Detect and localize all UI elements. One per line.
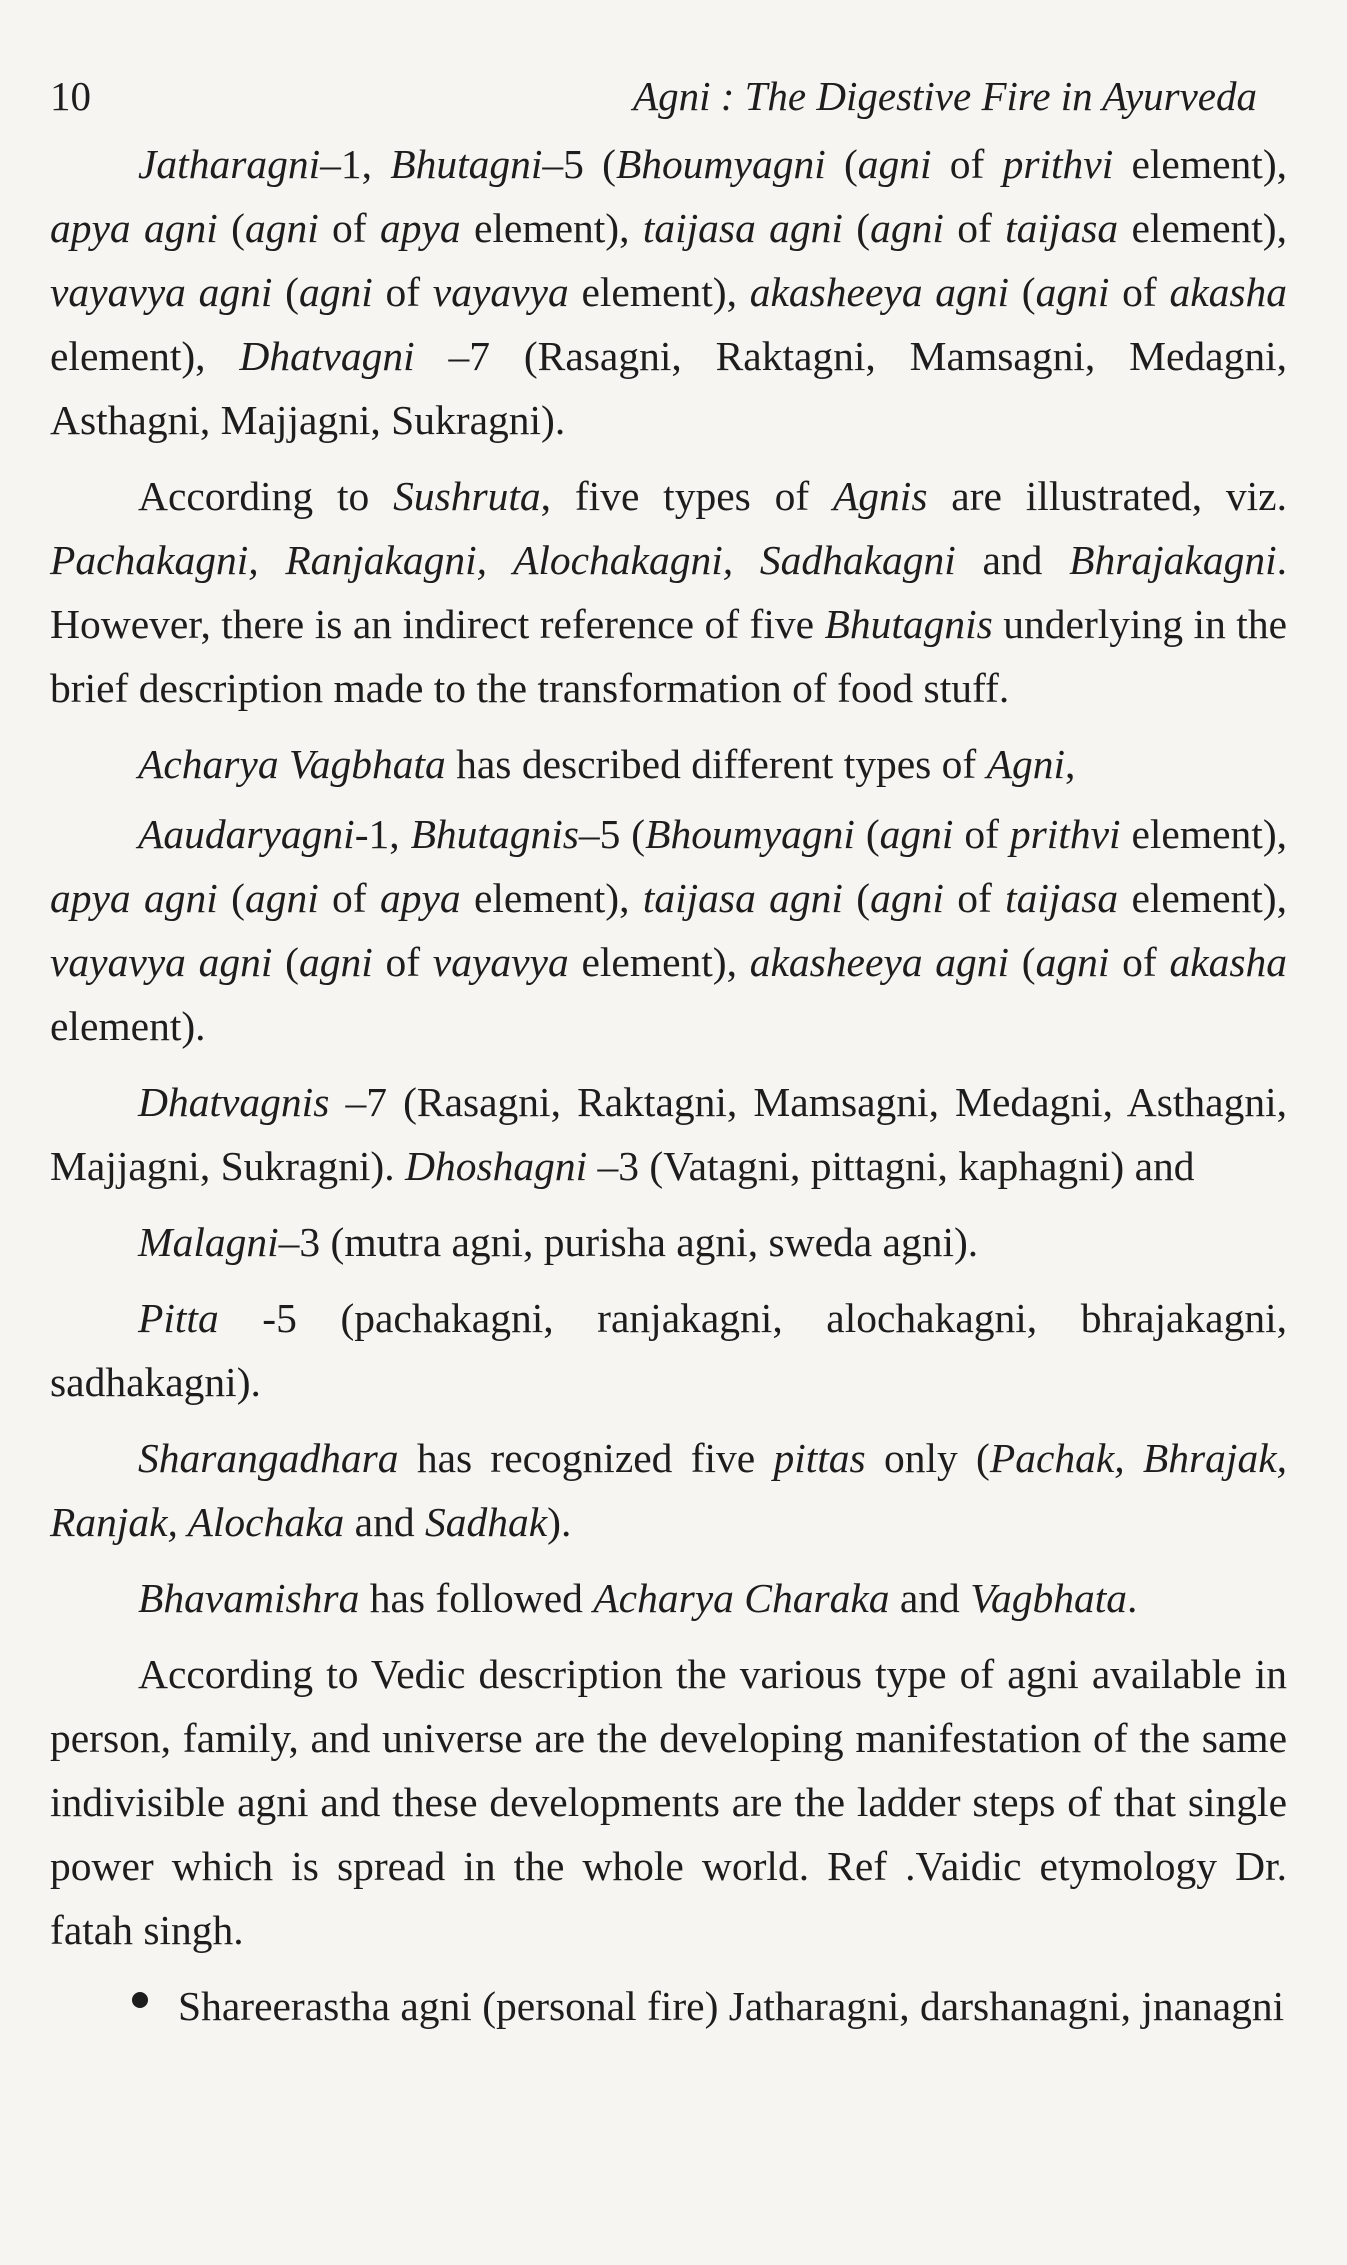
italic-term: Acharya Vagbhata — [138, 741, 446, 787]
text-run: ( — [217, 205, 245, 251]
text-run: element), — [568, 939, 750, 985]
italic-term: agni — [298, 939, 373, 985]
text-run: –5 ( — [542, 141, 616, 187]
paragraph-vedic-description — [50, 1642, 1287, 1962]
italic-term: taijasa agni — [642, 205, 843, 251]
text-run: of — [1109, 269, 1170, 315]
paragraph-vagbhata-bhutagnis — [50, 802, 1287, 1058]
italic-term: agni — [1035, 269, 1110, 315]
italic-term: agni — [244, 205, 319, 251]
text-run: –3 (mutra agni, purisha agni, sweda agni). — [278, 1219, 979, 1265]
text-run: ). — [547, 1499, 572, 1545]
paragraph-sharangadhara — [50, 1426, 1287, 1554]
italic-term: taijasa agni — [642, 875, 843, 921]
italic-term: Bhutagnis — [824, 601, 993, 647]
italic-term: Agni — [986, 741, 1065, 787]
italic-term: Pachak, Bhrajak, Ranjak, Alochaka — [50, 1435, 1287, 1545]
italic-term: agni — [857, 141, 932, 187]
text-run: element), — [568, 269, 750, 315]
text-run: According to — [138, 473, 394, 519]
italic-term: Vagbhata — [970, 1575, 1127, 1621]
italic-term: vayavya — [432, 939, 569, 985]
italic-term: akasha — [1169, 269, 1288, 315]
text-run: -5 (pachakagni, ranjakagni, alochakagni, bhrajakagni, sadhakagni). — [50, 1295, 1287, 1405]
paragraph-bhavamishra — [50, 1566, 1287, 1630]
text-run: . However, there is an indirect reference of five — [50, 537, 1287, 647]
text-run: element), — [1118, 205, 1287, 251]
italic-term: Sushruta — [393, 473, 541, 519]
italic-term: Bhoumyagni — [615, 141, 826, 187]
italic-term: Bhrajakagni — [1069, 537, 1277, 583]
text-run: element). — [50, 1003, 206, 1049]
italic-term: vayavya agni — [50, 939, 273, 985]
text-run: ( — [825, 141, 858, 187]
text-run: underlying in the brief description made to the transformation of food stuff. — [50, 601, 1287, 711]
paragraph-pitta — [50, 1286, 1287, 1414]
text-run: of — [1109, 939, 1170, 985]
italic-term: prithvi — [1002, 141, 1114, 187]
italic-term: Sharangadhara — [138, 1435, 399, 1481]
italic-term: agni — [870, 875, 944, 921]
italic-term: akasheeya agni — [749, 269, 1010, 315]
italic-term: Bhoumyagni — [645, 811, 855, 857]
bullet-list — [50, 1974, 1287, 2038]
text-run: has recognized five — [398, 1435, 774, 1481]
paragraph-dhatvagnis — [50, 1070, 1287, 1198]
text-run: . — [1126, 1575, 1138, 1621]
text-run: –7 (Rasagni, Raktagni, Mamsagni, Medagni, Asthagni, Majjagni, Sukragni). — [50, 1079, 1287, 1189]
text-run: ( — [854, 811, 880, 857]
bullet-item — [50, 1974, 1287, 2038]
italic-term: Bhutagni — [390, 141, 543, 187]
text-run: , five types of — [540, 473, 833, 519]
text-run: only ( — [865, 1435, 990, 1481]
italic-term: apya — [379, 205, 461, 251]
text-run: of — [318, 875, 380, 921]
text-run: element), — [50, 333, 240, 379]
paragraph-malagni — [50, 1210, 1287, 1274]
text-run: ( — [842, 205, 871, 251]
italic-term: Malagni — [138, 1219, 279, 1265]
italic-term: agni — [1035, 939, 1110, 985]
italic-term: Pachakagni, Ranjakagni, Alochakagni, Sadhakagni — [50, 537, 956, 583]
text-run: ( — [217, 875, 245, 921]
text-run: , — [1065, 741, 1076, 787]
text-run: of — [943, 875, 1006, 921]
text-run: of — [372, 269, 433, 315]
italic-term: vayavya agni — [50, 269, 273, 315]
text-run: ( — [1009, 939, 1036, 985]
italic-term: Bhutagnis — [410, 811, 579, 857]
italic-term: agni — [244, 875, 319, 921]
italic-term: Dhatvagni — [239, 333, 415, 379]
text-run: element), — [1120, 811, 1288, 857]
text-run: has followed — [359, 1575, 594, 1621]
text-run: of — [372, 939, 433, 985]
italic-term: agni — [298, 269, 373, 315]
text-run: ( — [842, 875, 871, 921]
text-run: -1, — [354, 811, 411, 857]
text-run: According to Vedic description the various type of agni available in person, family, and universe are the developing manifestation of the same indivisible agni and these developments are the ladder steps of that single power which is spread in the whole world. Ref .Vaidic etymology Dr. fatah singh. — [50, 1651, 1287, 1953]
paragraph-vagbhata-intro — [50, 732, 1287, 796]
page-number: 10 — [50, 73, 91, 119]
page-header — [50, 72, 1287, 120]
italic-term: Aaudaryagni — [138, 811, 355, 857]
text-run: of — [953, 811, 1010, 857]
italic-term: apya agni — [50, 875, 218, 921]
italic-term: akasha — [1169, 939, 1288, 985]
text-run: of — [931, 141, 1003, 187]
text-run: has described different types of — [445, 741, 987, 787]
text-run: element), — [1118, 875, 1287, 921]
italic-term: apya — [379, 875, 461, 921]
text-run: are illustrated, viz. — [927, 473, 1287, 519]
text-run: element), — [460, 875, 643, 921]
text-run: and — [344, 1499, 425, 1545]
italic-term: agni — [870, 205, 944, 251]
text-run: of — [318, 205, 380, 251]
italic-term: taijasa — [1005, 875, 1119, 921]
italic-term: Agnis — [832, 473, 928, 519]
text-run: ( — [272, 939, 299, 985]
text-run: –3 (Vatagni, pittagni, kaphagni) and — [587, 1143, 1195, 1189]
text-run: –5 ( — [578, 811, 646, 857]
italic-term: agni — [879, 811, 954, 857]
text-run: and — [889, 1575, 971, 1621]
italic-term: Dhatvagnis — [138, 1079, 330, 1125]
italic-term: Dhoshagni — [405, 1143, 588, 1189]
text-run: element), — [460, 205, 643, 251]
text-run: and — [955, 537, 1070, 583]
italic-term: prithvi — [1009, 811, 1121, 857]
italic-term: apya agni — [50, 205, 218, 251]
italic-term: akasheeya agni — [749, 939, 1010, 985]
running-title: Agni : The Digestive Fire in Ayurveda — [633, 73, 1257, 119]
text-run: ( — [1009, 269, 1036, 315]
italic-term: taijasa — [1005, 205, 1119, 251]
paragraph-sushruta — [50, 464, 1287, 720]
paragraph-agni-types-list — [50, 132, 1287, 452]
bullet-dot-icon — [132, 1992, 148, 2008]
italic-term: pittas — [773, 1435, 866, 1481]
bullet-text: Shareerastha agni (personal fire) Jatharagni, darshanagni, jnanagni — [178, 1983, 1285, 2029]
text-run: –7 (Rasagni, Raktagni, Mamsagni, Medagni, Asthagni, Majjagni, Sukragni). — [50, 333, 1287, 443]
italic-term: Acharya Charaka — [593, 1575, 890, 1621]
italic-term: vayavya — [432, 269, 569, 315]
italic-term: Pitta — [138, 1295, 219, 1341]
italic-term: Jatharagni — [138, 141, 321, 187]
text-run: of — [943, 205, 1006, 251]
text-run: ( — [272, 269, 299, 315]
italic-term: Sadhak — [424, 1499, 548, 1545]
italic-term: Bhavamishra — [138, 1575, 360, 1621]
text-run: –1, — [320, 141, 391, 187]
text-run: element), — [1113, 141, 1288, 187]
